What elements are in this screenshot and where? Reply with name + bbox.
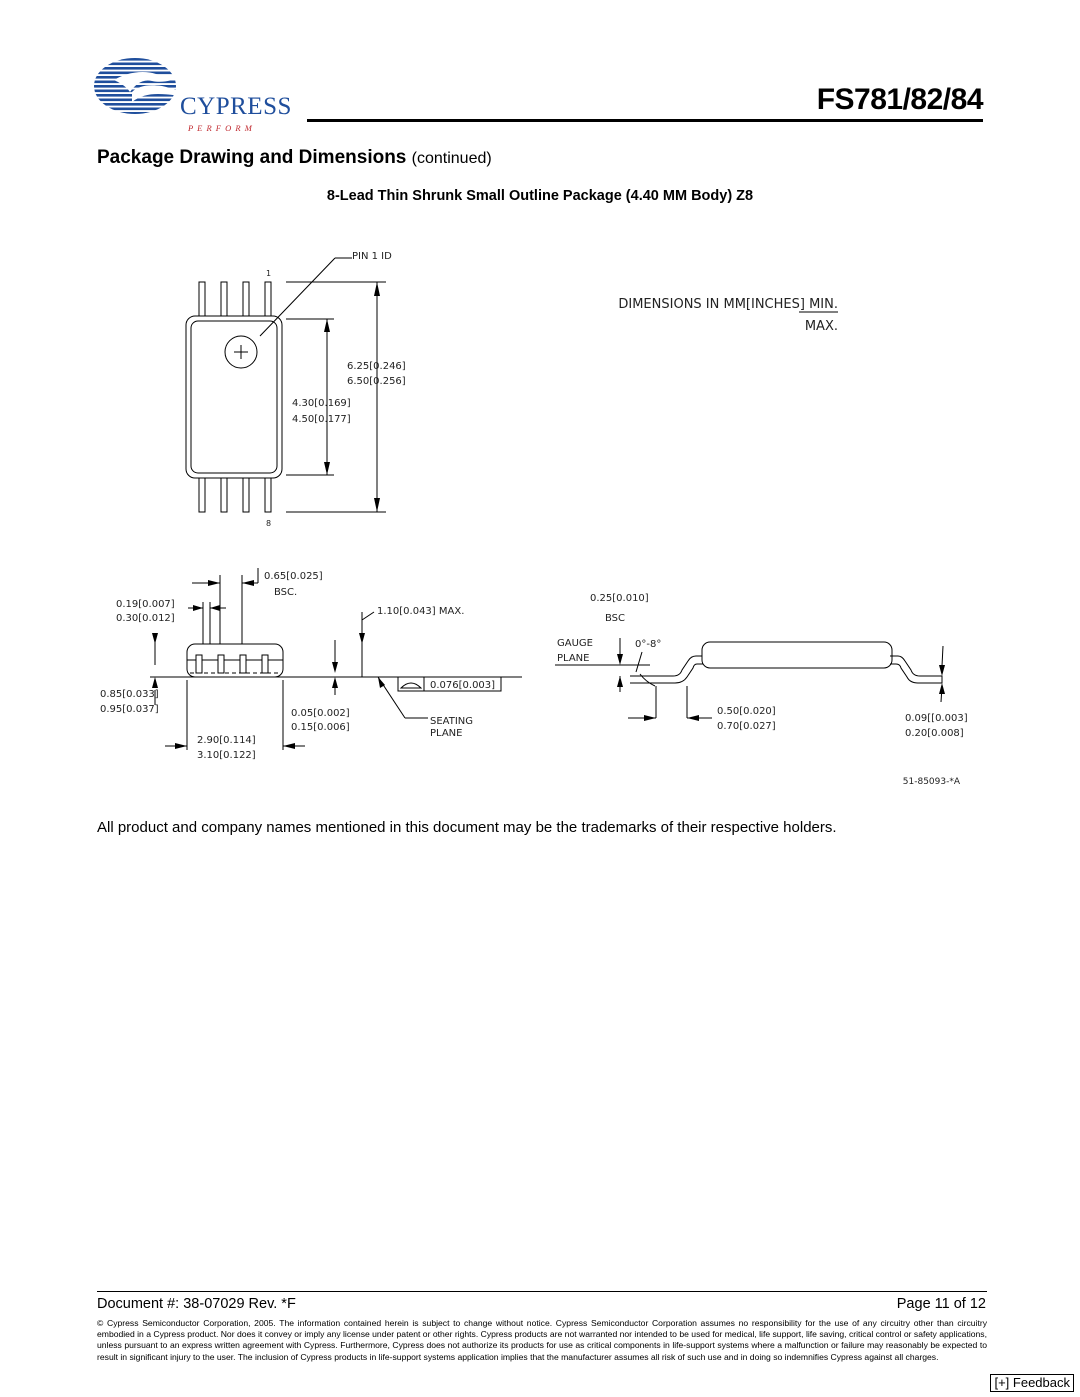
body-thickness-min: 0.85[0.033] xyxy=(100,689,159,700)
section-title-text: Package Drawing and Dimensions xyxy=(97,147,407,168)
cypress-logo xyxy=(92,50,297,135)
seating-plane-label-1: SEATING xyxy=(430,716,474,727)
foot-length-min: 0.50[0.020] xyxy=(717,706,776,717)
drawing-number: 51-85093-*A xyxy=(902,777,960,787)
trademark-notice: All product and company names mentioned in this document may be the trademarks of their respective holders. xyxy=(97,819,837,836)
height-max-label: 1.10[0.043] MAX. xyxy=(377,606,465,617)
pitch-label: 0.65[0.025] xyxy=(264,571,323,582)
section-continued: (continued) xyxy=(411,150,492,167)
lead-detail-view xyxy=(555,593,968,739)
foot-length-max: 0.70[0.027] xyxy=(717,721,776,732)
body-width-max: 4.50[0.177] xyxy=(292,414,351,425)
gauge-plane-label-2: PLANE xyxy=(557,653,590,664)
pitch-note: BSC. xyxy=(274,587,298,598)
footer-rule xyxy=(97,1291,987,1292)
overall-width-max: 6.50[0.256] xyxy=(347,376,406,387)
body-length-min: 2.90[0.114] xyxy=(197,735,256,746)
package-drawing xyxy=(90,240,990,800)
standoff-min: 0.05[0.002] xyxy=(291,708,350,719)
section-title xyxy=(97,147,492,169)
footer-page-number: Page 11 of 12 xyxy=(896,1296,986,1312)
body-width-min: 4.30[0.169] xyxy=(292,398,351,409)
cypress-tagline: P E R F O R M xyxy=(188,123,253,133)
footer-document-number: Document #: 38-07029 Rev. *F xyxy=(97,1296,296,1312)
dimension-legend-min: DIMENSIONS IN MM[INCHES] MIN. xyxy=(618,297,838,312)
package-title: 8-Lead Thin Shrunk Small Outline Package (4.40 MM Body) Z8 xyxy=(326,188,754,204)
gauge-dim-label: 0.25[0.010] xyxy=(590,593,649,604)
feedback-link[interactable]: [+] Feedback xyxy=(990,1374,1074,1392)
document-id: FS781/82/84 xyxy=(816,83,983,116)
seating-plane-label-2: PLANE xyxy=(430,728,463,739)
pin-last-label: 8 xyxy=(266,519,272,528)
dimension-legend-max: MAX. xyxy=(804,319,838,334)
side-view xyxy=(100,568,522,761)
gauge-note: BSC xyxy=(605,613,626,624)
angle-label: 0°-8° xyxy=(635,639,662,650)
lead-thickness-max: 0.20[0.008] xyxy=(905,728,964,739)
overall-width-min: 6.25[0.246] xyxy=(347,361,406,372)
standoff-max: 0.15[0.006] xyxy=(291,722,350,733)
pin1-id-label: PIN 1 ID xyxy=(352,251,392,262)
lead-width-min: 0.19[0.007] xyxy=(116,599,175,610)
header-rule xyxy=(307,119,983,122)
lead-thickness-min: 0.09[[0.003] xyxy=(905,713,968,724)
body-thickness-max: 0.95[0.037] xyxy=(100,704,159,715)
gauge-plane-label-1: GAUGE xyxy=(557,638,593,649)
copyright-notice: © Cypress Semiconductor Corporation, 2005. The information contained herein is subject to change without notice. Cypress Semiconductor Corporation assumes no responsibility for the use of any circuitry other than circuitry embodied in a Cypress product. Nor does it convey or imply any license under patent or other rights. Cypress products are not warranted nor intended to be used for medical, life support, life saving, critical control or safety applications, unless pursuant to an express written agreement with Cypress. Furthermore, Cypress does not authorize its products for use as critical components in life-support systems where a malfunction or failure may reasonably be expected to result in significant injury to the user. The inclusion of Cypress products in life-support systems application implies that the manufacturer assumes all risk of such use and in doing so indemnifies Cypress against all charges. xyxy=(97,1318,987,1362)
lead-width-max: 0.30[0.012] xyxy=(116,613,175,624)
pin-first-label: 1 xyxy=(266,269,272,278)
body-length-max: 3.10[0.122] xyxy=(197,750,256,761)
cypress-wordmark: CYPRESS xyxy=(180,93,292,120)
top-view xyxy=(186,251,406,528)
coplanarity-label: 0.076[0.003] xyxy=(430,680,496,691)
